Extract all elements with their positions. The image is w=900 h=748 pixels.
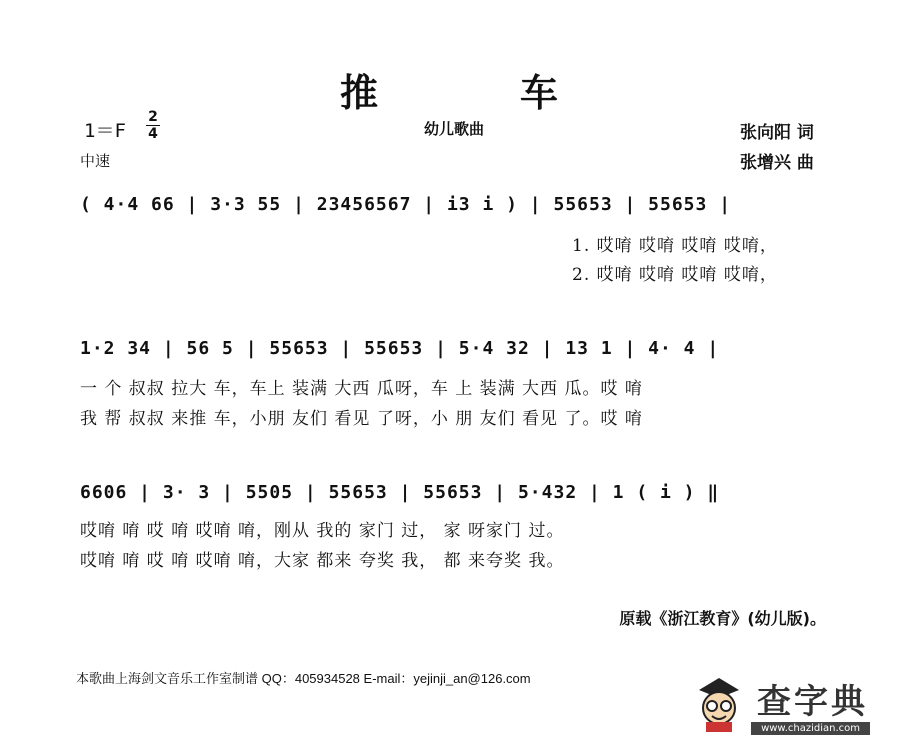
system-3-notes: 6606 | 3· 3 | 5505 | 55653 | 55653 | 5·432 | 1 ( i ) ‖ [80, 482, 720, 503]
composer-credit: 张增兴 曲 [740, 153, 814, 173]
genre-label: 幼儿歌曲 [424, 120, 485, 138]
time-signature-bottom: 4 [148, 126, 158, 142]
source-note: 原载《浙江教育》(幼儿版)。 [619, 609, 826, 628]
mascot-icon [694, 672, 744, 734]
system-1-notes: ( 4·4 66 | 3·3 55 | 23456567 | i3 i ) | 55653 | 55653 | [80, 194, 732, 215]
title-char-2: 车 [520, 71, 561, 115]
system-2-notes: 1·2 34 | 56 5 | 55653 | 55653 | 5·4 32 | 13 1 | 4· 4 | [80, 338, 720, 359]
system-1-lyric-verse1: 1. 哎唷 哎唷 哎唷 哎唷， [572, 236, 778, 256]
time-signature [146, 110, 160, 141]
watermark-logo-text: 查字典 [757, 682, 868, 722]
system-2-lyric-verse1: 一 个 叔叔 拉大 车，车上 装满 大西 瓜呀，车 上 装满 大西 瓜。哎 唷 [80, 379, 643, 399]
system-3-lyric-verse1: 哎唷 唷 哎 唷 哎唷 唷，刚从 我的 家门 过， 家 呀家门 过。 [80, 521, 565, 541]
system-1-lyric-verse2: 2. 哎唷 哎唷 哎唷 哎唷， [572, 265, 778, 285]
title-char-1: 推 [339, 71, 380, 115]
lyricist-credit: 张向阳 词 [740, 123, 814, 143]
footer-credits: 本歌曲上海剑文音乐工作室制谱 QQ：405934528 E-mail：yejinji_an@126.com [76, 671, 531, 686]
watermark-url: www.chazidian.com [751, 722, 870, 735]
system-2-lyric-verse2: 我 帮 叔叔 来推 车，小朋 友们 看见 了呀，小 朋 友们 看见 了。哎 唷 [80, 409, 643, 429]
time-signature-top: 2 [148, 109, 158, 125]
tempo-marking: 中速 [80, 152, 111, 170]
song-title [0, 62, 900, 117]
system-3-lyric-verse2: 哎唷 唷 哎 唷 哎唷 唷，大家 都来 夸奖 我， 都 来夸奖 我。 [80, 551, 565, 571]
key-signature: 1＝F [84, 120, 126, 142]
